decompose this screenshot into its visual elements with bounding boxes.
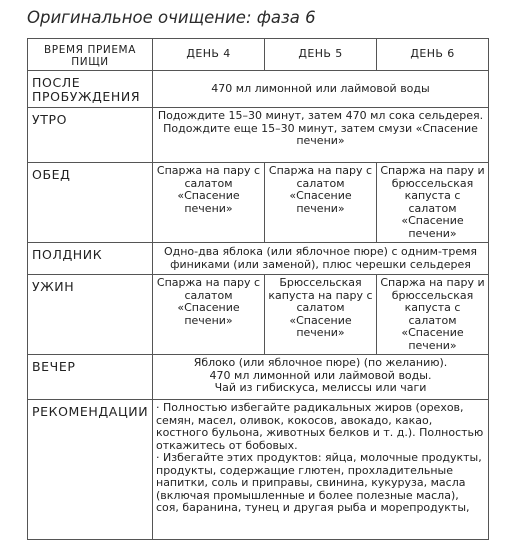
header-day-6: ДЕНЬ 6 xyxy=(377,39,489,71)
evening-line-1: Яблоко (или яблочное пюре) (по желанию). xyxy=(193,356,448,369)
header-row xyxy=(28,39,489,71)
header-day-5: ДЕНЬ 5 xyxy=(265,39,377,71)
morning-line-2: Подождите еще 15–30 минут, затем смузи «Спасение печени» xyxy=(163,121,478,147)
row-evening xyxy=(28,355,489,400)
header-day-4: ДЕНЬ 4 xyxy=(153,39,265,71)
morning-cell xyxy=(153,108,489,163)
dinner-day-4: Спаржа на пару с салатом «Спасение печени» xyxy=(153,275,265,355)
row-lunch xyxy=(28,163,489,243)
row-label-morning: УТРО xyxy=(28,108,153,163)
recommendations-cell xyxy=(153,400,489,540)
wakeup-cell: 470 мл лимонной или лаймовой воды xyxy=(153,71,489,108)
lunch-day-5: Спаржа на пару с салатом «Спасение печени» xyxy=(265,163,377,243)
recommendation-item-1: · Полностью избегайте радикальных жиров (орехов, семян, масел, оливок, кокосов, авокадо, какао, костного бульона, животных белков и т. д.). Полностью откажитесь от бобовых. xyxy=(156,401,484,452)
row-label-wakeup: ПОСЛЕ ПРОБУЖДЕНИЯ xyxy=(28,71,153,108)
row-dinner xyxy=(28,275,489,355)
row-wakeup xyxy=(28,71,489,108)
dinner-day-6: Спаржа на пару и брюссельская капуста с салатом «Спасение печени» xyxy=(377,275,489,355)
row-label-evening: ВЕЧЕР xyxy=(28,355,153,400)
header-meal-time: ВРЕМЯ ПРИЕМА ПИЩИ xyxy=(28,39,153,71)
snack-cell: Одно-два яблока (или яблочное пюре) с одним-тремя финиками (или заменой), плюс черешки сельдерея xyxy=(153,243,489,275)
row-morning xyxy=(28,108,489,163)
evening-line-2: 470 мл лимонной или лаймовой воды. xyxy=(209,368,432,382)
morning-line-1: Подождите 15–30 минут, затем 470 мл сока сельдерея. xyxy=(157,109,484,122)
dinner-day-5: Брюссельская капуста на пару с салатом «Спасение печени» xyxy=(265,275,377,355)
lunch-day-6: Спаржа на пару и брюссельская капуста с салатом «Спасение печени» xyxy=(377,163,489,243)
row-label-lunch: ОБЕД xyxy=(28,163,153,243)
evening-line-3: Чай из гибискуса, мелиссы или чаги xyxy=(214,381,427,394)
row-recommendations xyxy=(28,400,489,540)
evening-cell xyxy=(153,355,489,400)
row-label-snack: ПОЛДНИК xyxy=(28,243,153,275)
page-title: Оригинальное очищение: фаза 6 xyxy=(27,8,316,27)
lunch-day-4: Спаржа на пару с салатом «Спасение печени» xyxy=(153,163,265,243)
recommendation-item-2: · Избегайте этих продуктов: яйца, молочные продукты, продукты, содержащие глютен, прохладительные напитки, соль и приправы, свинина, кукуруза, масла (включая промышленные и более полезные масла), соя, баранина, тунец и другая рыба и морепродукты, xyxy=(156,451,482,514)
row-label-recommendations: РЕКОМЕНДАЦИИ xyxy=(28,400,153,540)
cleanse-schedule-table xyxy=(27,38,489,540)
row-snack xyxy=(28,243,489,275)
row-label-dinner: УЖИН xyxy=(28,275,153,355)
